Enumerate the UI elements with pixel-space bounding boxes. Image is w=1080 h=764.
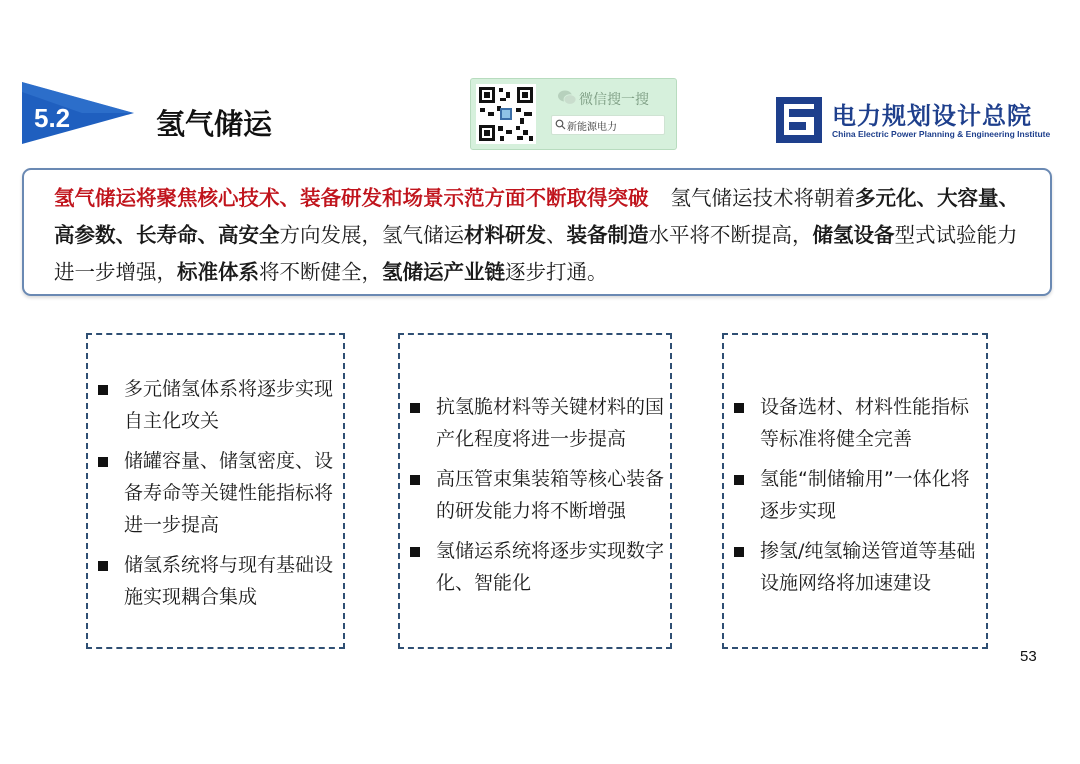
list-item: [410, 463, 664, 527]
search-input[interactable]: [551, 115, 665, 135]
summary-emphasis: 材料研发: [464, 223, 546, 247]
list-item: [98, 373, 337, 437]
summary-text: [54, 180, 1036, 291]
column-list: [734, 391, 980, 607]
search-text: 新能源电力: [567, 122, 617, 133]
bullet-square-icon: [98, 385, 108, 395]
summary-emphasis: 装备制造: [566, 223, 649, 247]
list-item-text: 储氢系统将与现有基础设施实现耦合集成: [124, 554, 334, 608]
section-number: 5.2: [34, 103, 71, 133]
summary-segment: 方向发展，氢气储运: [279, 223, 464, 247]
summary-segment: 将不断健全，: [259, 260, 382, 284]
summary-headline: 氢气储运将聚焦核心技术、装备研发和场景示范方面不断取得突破: [54, 186, 649, 210]
list-item-text: 高压管束集装箱等核心装备的研发能力将不断增强: [436, 468, 665, 522]
logo-name-en: China Electric Power Planning & Engineering Institute: [832, 129, 1051, 139]
column-list: [410, 391, 664, 607]
summary-emphasis: 标准体系: [177, 260, 259, 284]
list-item-text: 多元储氢体系将逐步实现自主化攻关: [124, 378, 334, 432]
summary-emphasis: 储氢设备: [812, 223, 895, 247]
qr-code-icon: [476, 84, 536, 144]
list-item-text: 储罐容量、储氢密度、设备寿命等关键性能指标将进一步提高: [124, 450, 334, 536]
column-1: [86, 333, 345, 649]
column-2: [398, 333, 672, 649]
list-item-text: 氢储运系统将逐步实现数字化、智能化: [436, 540, 665, 594]
qr-card[interactable]: [470, 78, 677, 150]
list-item-text: 设备选材、材料性能指标等标准将健全完善: [760, 396, 970, 450]
list-item: [410, 391, 664, 455]
bullet-square-icon: [734, 547, 744, 557]
summary-emphasis: 氢储运产业链: [382, 260, 505, 284]
bullet-square-icon: [734, 403, 744, 413]
logo-name-cn: 电力规划设计总院: [832, 102, 1032, 130]
summary-segment: 型式试验能力进一步增强，: [54, 223, 1018, 284]
wechat-icon: [557, 89, 577, 106]
bullet-square-icon: [410, 475, 420, 485]
column-3: [722, 333, 988, 649]
list-item-text: 抗氢脆材料等关键材料的国产化程度将进一步提高: [436, 396, 665, 450]
search-label: 微信搜一搜: [579, 92, 649, 108]
institute-logo-icon: [776, 97, 822, 143]
bullet-square-icon: [734, 475, 744, 485]
bullet-square-icon: [98, 561, 108, 571]
summary-emphasis: 多元化、大容量、高参数、长寿命、高安全: [54, 186, 1019, 247]
list-item-text: 氢能“制储输用”一体化将逐步实现: [760, 468, 970, 522]
bullet-square-icon: [410, 403, 420, 413]
list-item: [734, 535, 980, 599]
summary-segment: 氢气储运技术将朝着: [670, 186, 855, 210]
section-title: 氢气储运: [156, 107, 273, 141]
column-list: [98, 373, 337, 621]
summary-segment: 逐步打通。: [505, 260, 608, 284]
list-item: [734, 463, 980, 527]
summary-box: [22, 168, 1052, 296]
list-item: [98, 549, 337, 613]
summary-segment: 、: [546, 223, 567, 247]
list-item: [98, 445, 337, 541]
page-number: 53: [1020, 648, 1037, 665]
summary-segment: 水平将不断提高，: [648, 223, 813, 247]
list-item: [410, 535, 664, 599]
list-item: [734, 391, 980, 455]
bullet-square-icon: [410, 547, 420, 557]
search-icon: [555, 119, 566, 130]
bullet-square-icon: [98, 457, 108, 467]
list-item-text: 掺氢/纯氢输送管道等基础设施网络将加速建设: [760, 540, 976, 594]
